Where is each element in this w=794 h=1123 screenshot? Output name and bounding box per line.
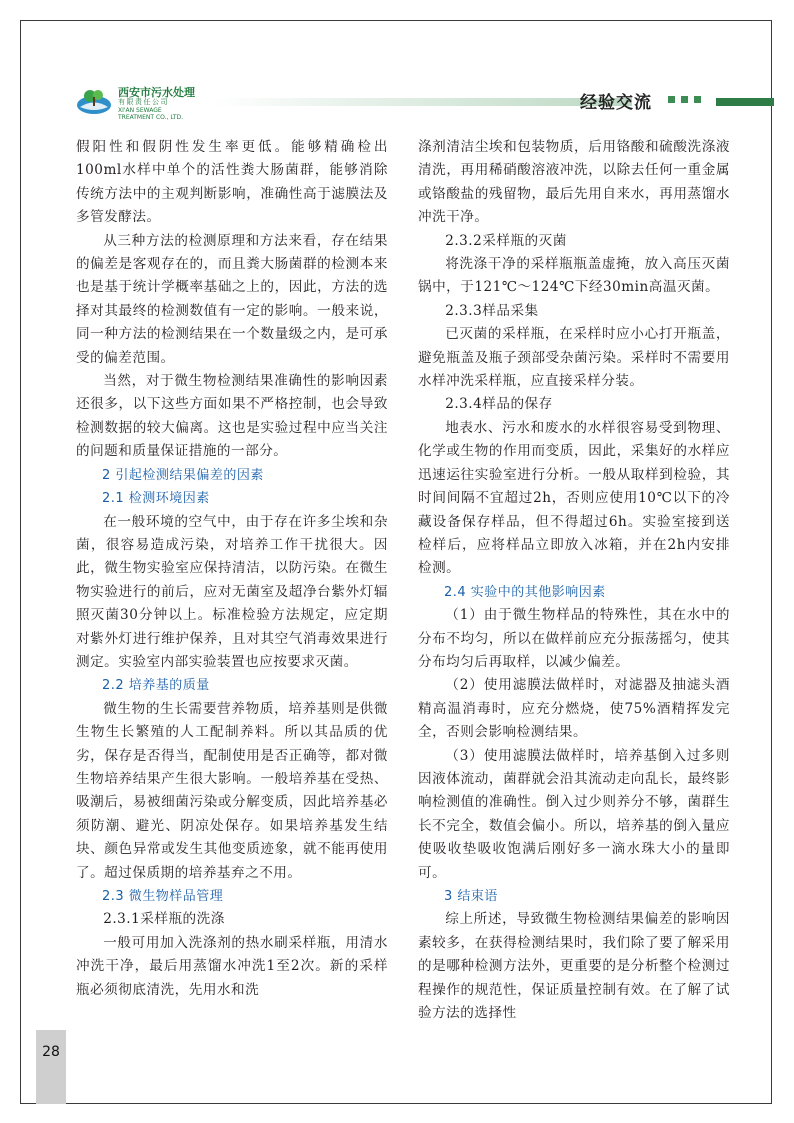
- logo-emblem-icon: [76, 86, 112, 116]
- body-paragraph: 将洗涤干净的采样瓶瓶盖虚掩，放入高压灭菌锅中，于121℃～124℃下经30min高温灭菌。: [418, 256, 730, 296]
- section-heading: 3 结束语: [444, 889, 498, 904]
- logo-en-line1: XI'AN SEWAGE: [118, 107, 162, 114]
- logo-en-line2: TREATMENT CO., LTD.: [118, 114, 184, 121]
- body-paragraph: 涤剂清洁尘埃和包装物质，后用铬酸和硫酸洗涤液清洗，再用稀硝酸溶液冲洗，以除去任何一重金属或铬酸盐的残留物，最后先用自来水，再用蒸馏水冲洗干净。: [418, 139, 730, 226]
- right-text-column: [418, 136, 730, 1025]
- logo-cn-suffix: 有限责任公司: [118, 98, 169, 106]
- section-heading: 2.3 微生物样品管理: [102, 889, 224, 904]
- subsection-heading: 2.3.3样品采集: [445, 302, 539, 319]
- section-tag: 经验交流: [580, 93, 652, 113]
- body-paragraph: 当然，对于微生物检测结果准确性的影响因素还很多，以下这些方面如果不严格控制，也会导致检测数据的较大偏离。这也是实验过程中应当关注的问题和质量保证措施的一部分。: [76, 373, 388, 460]
- header-gradient-bar: [212, 98, 632, 106]
- body-paragraph: 微生物的生长需要营养物质，培养基则是供微生物生长繁殖的人工配制养料。所以其品质的优劣，保存是否得当，配制使用是否正确等，都对微生物培养结果产生很大影响。一般培养基在受热、吸潮后，易被细菌污染或分解变质，因此培养基必须防潮、避光、阴凉处保存。如果培养基发生结块、颜色异常或发生其他变质迹象，就不能再使用了。超过保质期的培养基弃之不用。: [76, 700, 388, 881]
- header-square-icon: [668, 96, 675, 103]
- body-paragraph: （3）使用滤膜法做样时，培养基倒入过多则因液体流动，菌群就会沿其流动走向乱长，最终影响检测值的准确性。倒入过少则养分不够，菌群生长不完全，数值会偏小。所以，培养基的倒入量应使吸收垫吸收饱满后刚好多一滴水珠大小的量即可。: [418, 747, 730, 881]
- subsection-heading: 2.3.2采样瓶的灭菌: [445, 232, 567, 249]
- subsection-heading: 2.3.1采样瓶的洗涤: [103, 911, 225, 928]
- subsection-heading: 2.3.4样品的保存: [445, 396, 553, 413]
- left-text-column: [76, 136, 388, 1002]
- body-paragraph: 已灭菌的采样瓶，在采样时应小心打开瓶盖，避免瓶盖及瓶子颈部受杂菌污染。采样时不需要用水样冲洗采样瓶，应直接采样分装。: [418, 326, 730, 390]
- company-logo: [74, 82, 204, 128]
- body-paragraph: （1）由于微生物样品的特殊性，其在水中的分布不均匀，所以在做样前应充分振荡摇匀，使其分布均匀后再取样，以减少偏差。: [418, 607, 730, 670]
- body-paragraph: 一般可用加入洗涤剂的热水刷采样瓶，用清水冲洗干净，最后用蒸馏水冲洗1至2次。新的采样瓶必须彻底清洗，先用水和洗: [76, 934, 388, 998]
- section-heading: 2.1 检测环境因素: [102, 491, 210, 507]
- body-paragraph: 假阳性和假阴性发生率更低。能够精确检出100ml水样中单个的活性粪大肠菌群，能够消除传统方法中的主观判断影响，准确性高于滤膜法及多管发酵法。: [76, 139, 388, 226]
- page-number: 28: [42, 1044, 60, 1060]
- body-paragraph: 在一般环境的空气中，由于存在许多尘埃和杂菌，很容易造成污染，对培养工作干扰很大。因此，微生物实验室应保持清洁，以防污染。在微生物实验进行的前后，应对无菌室及超净台紫外灯辐照灭菌30分钟以上。标准检验方法规定，应定期对紫外灯进行维护保养，且对其空气消毒效果进行测定。实验室内部实验装置也应按要求灭菌。: [76, 513, 388, 670]
- section-heading: 2.4 实验中的其他影响因素: [444, 584, 606, 600]
- page-number-tab: [36, 1030, 66, 1104]
- header-square-icon: [694, 96, 701, 103]
- section-heading: 2 引起检测结果偏差的因素: [102, 467, 264, 483]
- page-header: [74, 82, 774, 128]
- body-paragraph: 地表水、污水和废水的水样很容易受到物理、化学或生物的作用而变质，因此，采集好的水样应迅速运往实验室进行分析。一般从取样到检验，其时间间隔不宜超过2h，否则应使用10℃以下的冷藏设备保存样品，但不得超过6h。实验室接到送检样后，应将样品立即放入冰箱，并在2h内安排检测。: [418, 419, 730, 577]
- header-square-icon: [681, 96, 688, 103]
- header-green-bar: [716, 98, 774, 106]
- body-paragraph: 综上所述，导致微生物检测结果偏差的影响因素较多，在获得检测结果时，我们除了要了解采用的是哪种检测方法外，更重要的是分析整个检测过程操作的规范性，保证质量控制有效。在了解了试验方法的选择性: [418, 911, 730, 1022]
- body-paragraph: （2）使用滤膜法做样时，对滤器及抽滤头酒精高温消毒时，应充分燃烧，使75%酒精挥发完全，否则会影响检测结果。: [418, 677, 730, 741]
- body-paragraph: 从三种方法的检测原理和方法来看，存在结果的偏差是客观存在的，而且粪大肠菌群的检测本来也是基于统计学概率基础之上的，因此，方法的选择对其最终的检测数值有一定的影响。一般来说，同一种方法的检测结果在一个数量级之内，是可承受的偏差范围。: [76, 232, 388, 366]
- logo-cn-name: 西安市污水处理: [118, 86, 195, 99]
- section-heading: 2.2 培养基的质量: [102, 678, 210, 694]
